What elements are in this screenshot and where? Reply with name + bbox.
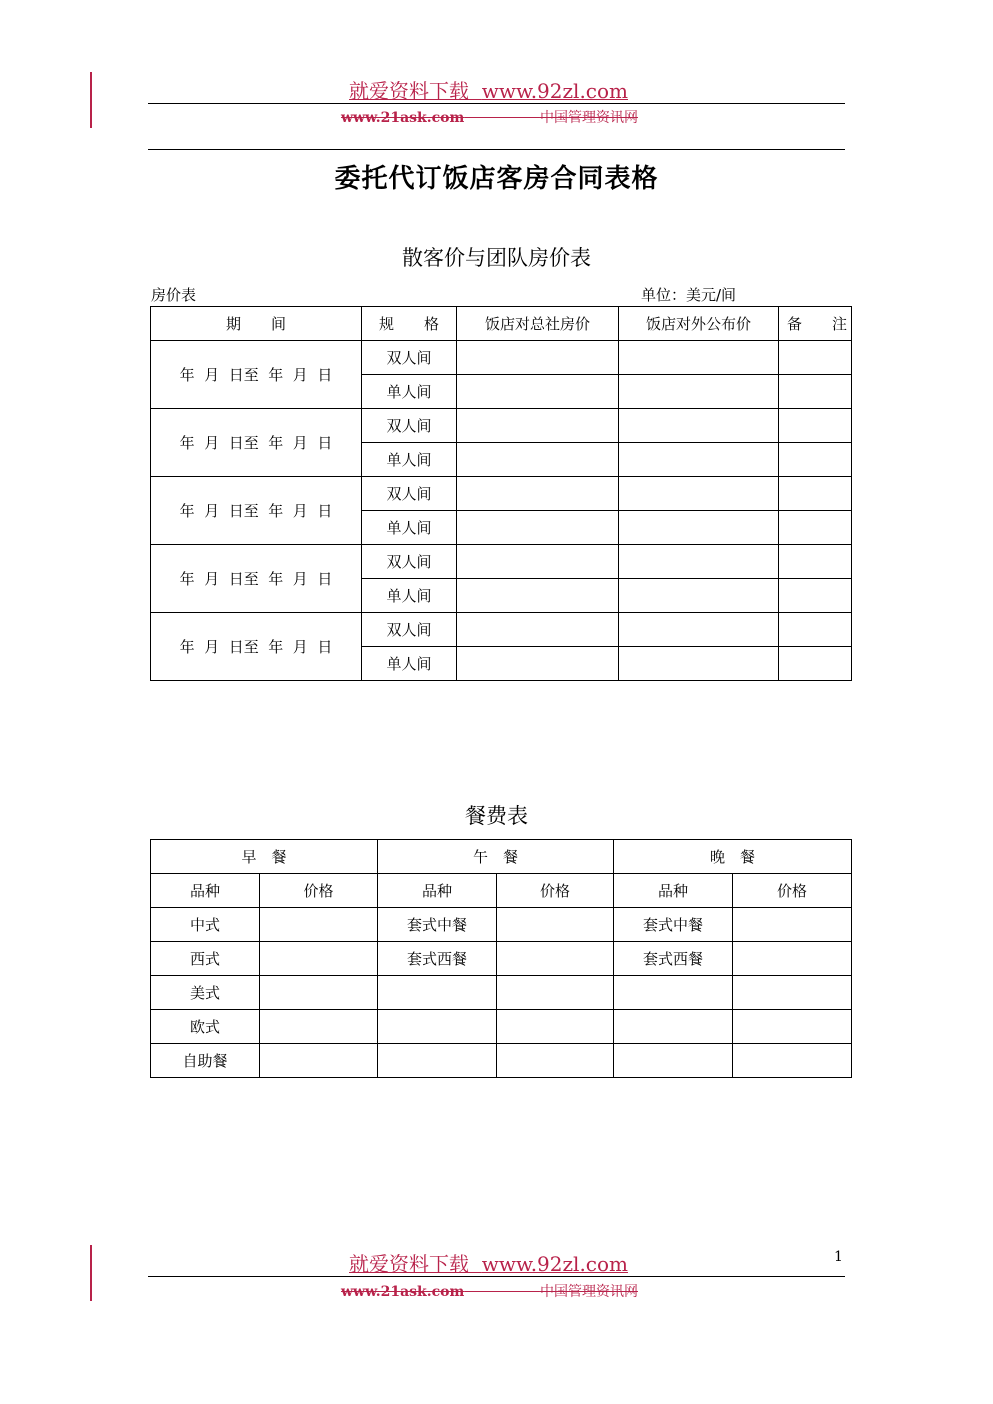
public-rate-cell[interactable]: [619, 545, 779, 579]
meal-sub-header: [151, 874, 852, 908]
meal-item-cell: 套式中餐: [378, 908, 497, 942]
footer-margin-bar: [90, 1245, 92, 1301]
meal-group-header: [151, 840, 852, 874]
header-sub-site[interactable]: 中国管理资讯网: [539, 110, 638, 126]
room-type-cell: 单人间: [362, 511, 457, 545]
col-header-agency-rate: 饭店对总社房价: [457, 307, 619, 341]
footer-brand[interactable]: [349, 1248, 628, 1277]
header-rule-bottom: [148, 149, 845, 150]
footer-brand-url: www.92zl.com: [481, 1252, 629, 1276]
room-section-title: 散客价与团队房价表: [402, 246, 591, 270]
meal-price-cell[interactable]: [733, 942, 852, 976]
subheader-item: 品种: [151, 874, 260, 908]
header-margin-bar: [90, 72, 92, 128]
remarks-cell[interactable]: [779, 341, 852, 375]
footer-rule: [148, 1276, 845, 1277]
public-rate-cell[interactable]: [619, 511, 779, 545]
meal-item-cell[interactable]: [378, 1010, 497, 1044]
header-brand[interactable]: [349, 75, 628, 104]
remarks-cell[interactable]: [779, 409, 852, 443]
meal-price-cell[interactable]: [497, 1044, 614, 1078]
room-type-cell: 双人间: [362, 477, 457, 511]
header-rule-top: [148, 103, 845, 104]
room-table-header: [151, 307, 852, 341]
table-row: [151, 976, 852, 1010]
header-brand-url: www.92zl.com: [481, 79, 629, 103]
table-row: [151, 942, 852, 976]
period-cell: 年 月 日至 年 月 日: [151, 613, 362, 681]
table-row: [151, 477, 852, 511]
document-title: 委托代订饭店客房合同表格: [334, 164, 659, 194]
public-rate-cell[interactable]: [619, 341, 779, 375]
meal-price-cell[interactable]: [497, 942, 614, 976]
header-sub-url[interactable]: www.21ask.com: [341, 110, 465, 126]
meal-item-cell: 欧式: [151, 1010, 260, 1044]
meal-item-cell: 套式西餐: [614, 942, 733, 976]
group-dinner: 晚 餐: [614, 840, 852, 874]
meal-item-cell: 套式中餐: [614, 908, 733, 942]
meal-price-cell[interactable]: [260, 942, 378, 976]
meal-item-cell: 中式: [151, 908, 260, 942]
meal-item-cell: 美式: [151, 976, 260, 1010]
public-rate-cell[interactable]: [619, 613, 779, 647]
footer-sub-site[interactable]: 中国管理资讯网: [539, 1284, 638, 1300]
room-type-cell: 单人间: [362, 375, 457, 409]
public-rate-cell[interactable]: [619, 443, 779, 477]
agency-rate-cell[interactable]: [457, 477, 619, 511]
room-type-cell: 双人间: [362, 409, 457, 443]
agency-rate-cell[interactable]: [457, 613, 619, 647]
period-cell: 年 月 日至 年 月 日: [151, 341, 362, 409]
public-rate-cell[interactable]: [619, 409, 779, 443]
subheader-item: 品种: [614, 874, 733, 908]
col-header-type: 规 格: [362, 307, 457, 341]
meal-section-title: 餐费表: [465, 804, 528, 828]
meal-item-cell[interactable]: [614, 1044, 733, 1078]
public-rate-cell[interactable]: [619, 477, 779, 511]
meal-price-cell[interactable]: [733, 976, 852, 1010]
table-row: [151, 908, 852, 942]
col-header-period: 期 间: [151, 307, 362, 341]
agency-rate-cell[interactable]: [457, 409, 619, 443]
footer-brand-cn: 就爱资料下载: [349, 1252, 469, 1276]
remarks-cell[interactable]: [779, 375, 852, 409]
meal-price-cell[interactable]: [733, 1010, 852, 1044]
meal-price-cell[interactable]: [260, 1044, 378, 1078]
footer-sub-url[interactable]: www.21ask.com: [341, 1284, 465, 1300]
table-row: [151, 409, 852, 443]
meal-price-cell[interactable]: [260, 908, 378, 942]
room-rate-table: [150, 306, 852, 681]
group-lunch: 午 餐: [378, 840, 614, 874]
meal-item-cell[interactable]: [378, 976, 497, 1010]
agency-rate-cell[interactable]: [457, 375, 619, 409]
table-row: [151, 613, 852, 647]
col-header-public-rate: 饭店对外公布价: [619, 307, 779, 341]
agency-rate-cell[interactable]: [457, 443, 619, 477]
header-subline: [341, 107, 638, 127]
subheader-price: 价格: [260, 874, 378, 908]
public-rate-cell[interactable]: [619, 579, 779, 613]
room-type-cell: 单人间: [362, 579, 457, 613]
footer-subline: [341, 1281, 638, 1301]
meal-item-cell: 套式西餐: [378, 942, 497, 976]
remarks-cell[interactable]: [779, 647, 852, 681]
table-row: [151, 1010, 852, 1044]
remarks-cell[interactable]: [779, 511, 852, 545]
agency-rate-cell[interactable]: [457, 647, 619, 681]
group-breakfast: 早 餐: [151, 840, 378, 874]
table-row: [151, 1044, 852, 1078]
period-cell: 年 月 日至 年 月 日: [151, 409, 362, 477]
agency-rate-cell[interactable]: [457, 545, 619, 579]
page-number: 1: [834, 1249, 843, 1265]
remarks-cell[interactable]: [779, 443, 852, 477]
room-type-cell: 单人间: [362, 443, 457, 477]
period-cell: 年 月 日至 年 月 日: [151, 545, 362, 613]
meal-item-cell[interactable]: [614, 976, 733, 1010]
meal-price-cell[interactable]: [260, 976, 378, 1010]
subheader-price: 价格: [497, 874, 614, 908]
remarks-cell[interactable]: [779, 545, 852, 579]
room-type-cell: 双人间: [362, 341, 457, 375]
meal-price-cell[interactable]: [733, 1044, 852, 1078]
public-rate-cell[interactable]: [619, 375, 779, 409]
remarks-cell[interactable]: [779, 613, 852, 647]
col-header-remarks: 备 注: [779, 307, 852, 341]
public-rate-cell[interactable]: [619, 647, 779, 681]
subheader-item: 品种: [378, 874, 497, 908]
room-type-cell: 单人间: [362, 647, 457, 681]
room-table-label: 房价表: [151, 286, 197, 304]
meal-price-cell[interactable]: [260, 1010, 378, 1044]
remarks-cell[interactable]: [779, 579, 852, 613]
meal-price-cell[interactable]: [497, 976, 614, 1010]
room-unit-label: 单位：美元/间: [641, 286, 737, 304]
meal-item-cell[interactable]: [614, 1010, 733, 1044]
agency-rate-cell[interactable]: [457, 341, 619, 375]
remarks-cell[interactable]: [779, 477, 852, 511]
meal-fee-table: [150, 839, 852, 1078]
subheader-price: 价格: [733, 874, 852, 908]
table-row: [151, 545, 852, 579]
meal-price-cell[interactable]: [733, 908, 852, 942]
meal-item-cell: 西式: [151, 942, 260, 976]
table-row: [151, 341, 852, 375]
agency-rate-cell[interactable]: [457, 511, 619, 545]
agency-rate-cell[interactable]: [457, 579, 619, 613]
period-cell: 年 月 日至 年 月 日: [151, 477, 362, 545]
meal-price-cell[interactable]: [497, 908, 614, 942]
meal-price-cell[interactable]: [497, 1010, 614, 1044]
room-type-cell: 双人间: [362, 545, 457, 579]
header-brand-cn: 就爱资料下载: [349, 79, 469, 103]
meal-item-cell: 自助餐: [151, 1044, 260, 1078]
meal-item-cell[interactable]: [378, 1044, 497, 1078]
room-type-cell: 双人间: [362, 613, 457, 647]
